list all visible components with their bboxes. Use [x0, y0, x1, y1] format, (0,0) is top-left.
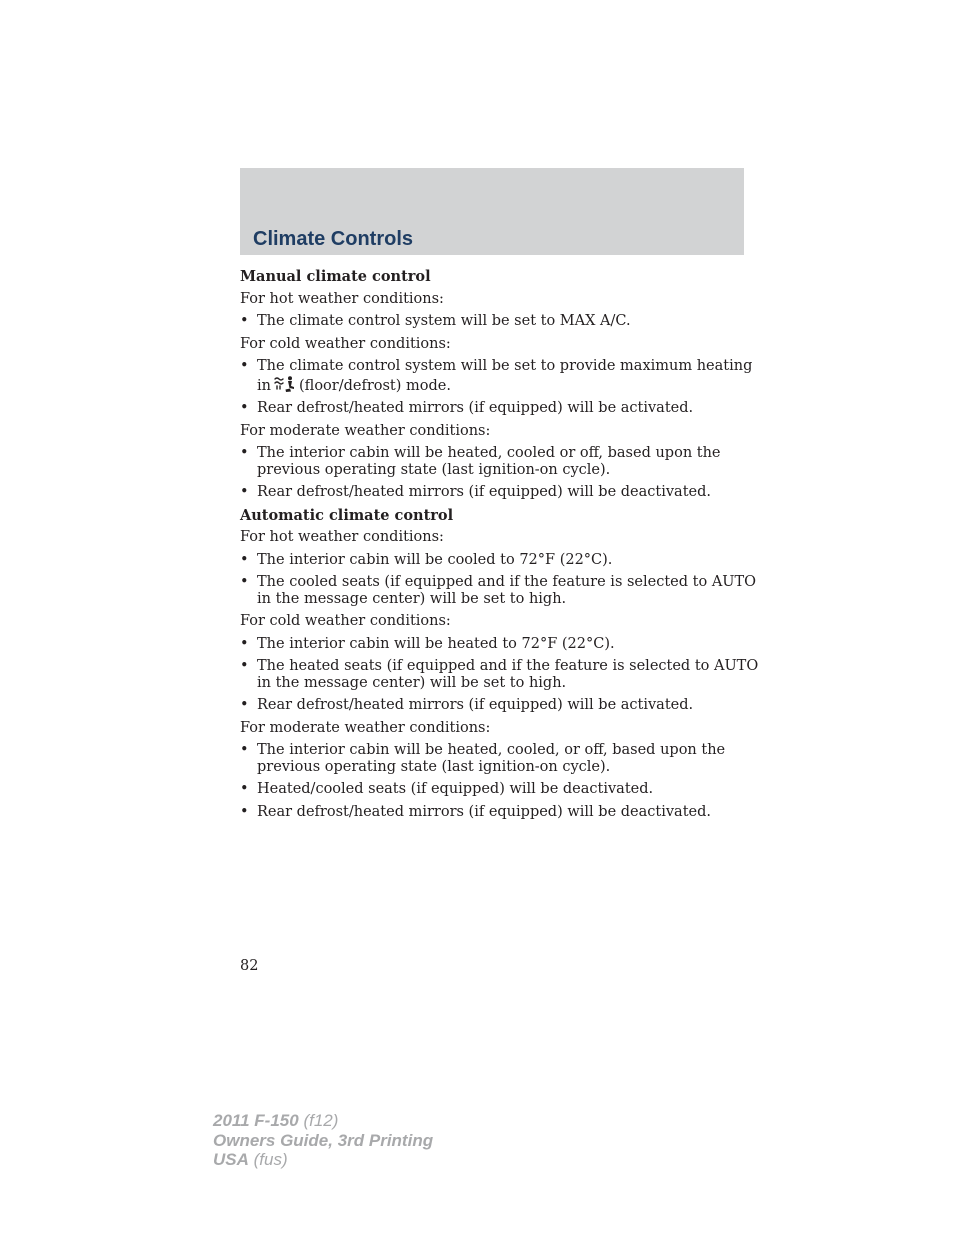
section-title: Climate Controls	[253, 228, 414, 250]
list-item-text: The interior cabin will be heated, cooled, or off, based upon the	[257, 742, 726, 758]
bullet: •	[240, 742, 249, 758]
list-item-text: The climate control system will be set to MAX A/C.	[257, 313, 631, 329]
footer-model-line	[213, 1111, 433, 1131]
bullet: •	[240, 636, 249, 652]
list-item-text: The cooled seats (if equipped and if the feature is selected to AUTO	[257, 574, 757, 590]
document-footer	[213, 1111, 433, 1170]
list-item-text-pre: in	[257, 378, 271, 394]
bullet: •	[240, 781, 249, 797]
list-item-text: The interior cabin will be cooled to 72°F (22°C).	[257, 552, 613, 568]
list-item-text-line2: in the message center) will be set to high.	[257, 591, 567, 607]
bullet: •	[240, 313, 249, 329]
list-item-text-line2: in the message center) will be set to high.	[257, 675, 567, 691]
list-item-text: Rear defrost/heated mirrors (if equipped) will be deactivated.	[257, 484, 711, 500]
footer-guide: Owners Guide, 3rd Printing	[213, 1130, 434, 1150]
list-item-text-line2: previous operating state (last ignition-on cycle).	[257, 462, 611, 478]
automatic-hot-intro: For hot weather conditions:	[240, 529, 444, 545]
list-item-text: Rear defrost/heated mirrors (if equipped) will be deactivated.	[257, 804, 711, 820]
footer-region-line	[213, 1150, 433, 1170]
bullet: •	[240, 697, 249, 713]
bullet: •	[240, 552, 249, 568]
bullet: •	[240, 574, 249, 590]
section-header-band	[240, 168, 744, 255]
bullet: •	[240, 804, 249, 820]
bullet: •	[240, 400, 249, 416]
footer-model-code: (f12)	[303, 1111, 339, 1130]
floor-defrost-icon	[273, 376, 295, 393]
list-item-text: The interior cabin will be heated, cooled or off, based upon the	[257, 445, 721, 461]
manual-moderate-intro: For moderate weather conditions:	[240, 423, 491, 439]
list-item-text: The interior cabin will be heated to 72°F (22°C).	[257, 636, 615, 652]
automatic-moderate-intro: For moderate weather conditions:	[240, 720, 491, 736]
bullet: •	[240, 484, 249, 500]
list-item-text: Heated/cooled seats (if equipped) will be deactivated.	[257, 781, 654, 797]
page-number: 82	[240, 958, 259, 974]
list-item-text-line2	[257, 376, 451, 395]
footer-region-code: (fus)	[253, 1150, 288, 1169]
manual-cold-intro: For cold weather conditions:	[240, 336, 451, 352]
list-item-text-post: (floor/defrost) mode.	[298, 378, 451, 394]
manual-hot-intro: For hot weather conditions:	[240, 291, 444, 307]
footer-model: 2011 F-150	[213, 1111, 299, 1130]
automatic-heading: Automatic climate control	[240, 507, 454, 524]
bullet: •	[240, 358, 249, 374]
bullet: •	[240, 445, 249, 461]
manual-heading: Manual climate control	[240, 268, 431, 285]
footer-region: USA	[213, 1150, 249, 1169]
automatic-cold-intro: For cold weather conditions:	[240, 613, 451, 629]
list-item-text: The climate control system will be set to provide maximum heating	[257, 358, 753, 374]
list-item-text: Rear defrost/heated mirrors (if equipped) will be activated.	[257, 400, 694, 416]
list-item-text-line2: previous operating state (last ignition-on cycle).	[257, 759, 611, 775]
footer-guide-line	[213, 1131, 433, 1151]
list-item-text: The heated seats (if equipped and if the feature is selected to AUTO	[257, 658, 759, 674]
bullet: •	[240, 658, 249, 674]
list-item-text: Rear defrost/heated mirrors (if equipped) will be activated.	[257, 697, 694, 713]
